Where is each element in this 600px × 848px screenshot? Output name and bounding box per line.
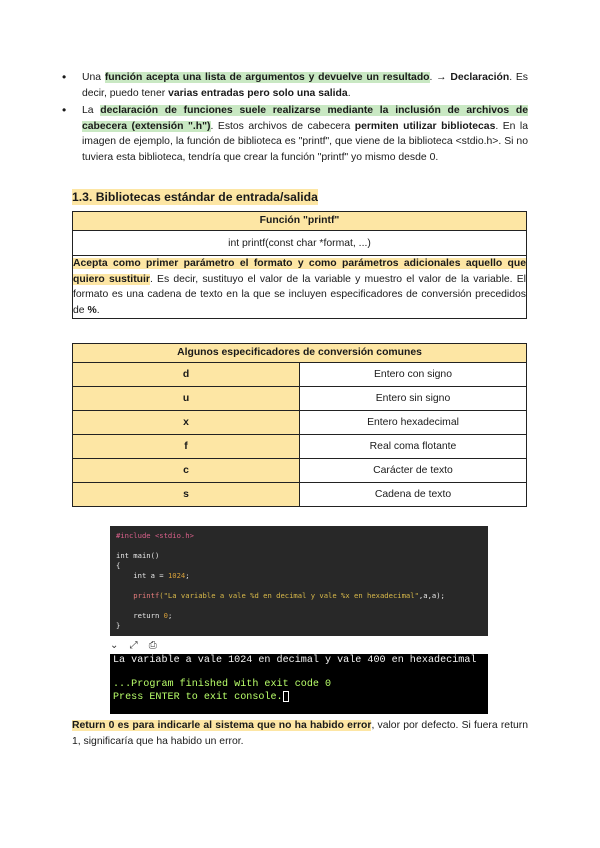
expand-icon[interactable]: ⤢ [129,640,138,651]
code-token: int a = [116,571,168,580]
section-title: 1.3. Bibliotecas estándar de entrada/salida [72,190,318,204]
console-line-press [113,691,485,703]
code-token: ; [167,611,173,620]
specifier-desc: Carácter de texto [300,459,527,483]
code-line-return [116,611,482,621]
table-row [73,363,527,387]
bullet-item [72,70,528,101]
percent-symbol: % [87,304,97,316]
console-output [110,654,488,714]
console-line-output: La variable a vale 1024 en decimal y vale 400 en hexadecimal [113,655,477,666]
bullet-list [72,70,528,168]
code-token: ("La variable a vale %d en decimal y vale %x en hexadecimal" [159,591,419,600]
specifier-code: s [73,483,300,507]
text: La [82,105,101,117]
print-icon[interactable]: ⎙ [148,640,157,651]
text: , valor por defecto. Si fuera return 1, significaría que ha habido un error. [72,720,528,747]
specifier-code: u [73,387,300,411]
table-row [73,483,527,507]
specifier-code: d [73,363,300,387]
code-line-main: int main() [116,551,160,560]
code-line-include: #include <stdio.h> [116,531,194,540]
specifier-table [72,343,527,507]
text: Una [82,72,105,83]
code-token: printf [116,591,160,600]
code-line-open: { [116,561,121,570]
specifier-code: x [73,411,300,435]
code-token: ; [185,571,190,580]
cursor [283,691,289,702]
specifier-table-title: Algunos especificadores de conversión comunes [73,344,526,362]
printf-signature: int printf(const char *format, ...) [73,231,527,256]
text: . Es decir, puedo tener [82,72,528,99]
highlight: declaración de funciones suele realizarse mediante la inclusión de archivos de cabecera (extensión ".h") [82,105,528,132]
table-row [73,435,527,459]
text: . En la imagen de ejemplo, la función de biblioteca es "printf", que viene de la biblioteca <stdio.h>. Si no tuviera esta biblioteca, tendría que crear la función "printf" yo mismo desde 0. [82,120,528,163]
console-toolbar [110,640,488,654]
specifier-desc: Real coma flotante [300,435,527,459]
table-row [73,411,527,435]
chevron-down-icon[interactable]: ⌄ [110,640,119,651]
printf-box [72,211,527,319]
code-line-close: } [116,621,121,630]
bold-term: varias entradas pero solo una salida [168,87,348,99]
code-token: ,a,a); [418,591,445,600]
specifier-desc: Entero con signo [300,363,527,387]
text: . Estos archivos de cabecera [210,120,355,132]
highlight: función acepta una lista de argumentos y devuelve un resultado [104,72,430,83]
specifier-desc: Entero hexadecimal [300,411,527,435]
specifier-code: f [73,435,300,459]
text: . → [429,72,451,83]
console-line-finished: ...Program finished with exit code 0 [113,679,332,690]
printf-box-header [73,212,527,231]
text: . Es decir, sustituyo el valor de la variable y muestro el valor de la variable. El formato es una cadena de texto en la que se incluyen especificadores de conversión precedidos de [73,273,526,316]
code-line-decl [116,571,482,581]
code-line-printf [116,591,482,601]
table-row [73,387,527,411]
code-token: return [116,611,164,620]
bold-term: permiten utilizar bibliotecas [354,120,496,132]
console-text: Press ENTER to exit console. [113,692,283,704]
specifier-desc: Entero sin signo [300,387,527,411]
specifier-code: c [73,459,300,483]
text: . [96,304,100,316]
highlight: Return 0 es para indicarle al sistema que no ha habido error [72,720,372,731]
code-token: 1024 [167,571,186,580]
highlight: Acepta como primer parámetro el formato y como parámetros adicionales aquello que quiero sustituir [73,258,526,285]
text: . [347,87,351,99]
bold-term: Declaración [450,72,510,83]
printf-box-title: Función "printf" [73,212,526,230]
specifier-table-header [73,344,527,363]
bullet-item [72,103,528,165]
code-token: 0 [163,611,168,620]
specifier-desc: Cadena de texto [300,483,527,507]
printf-description [73,256,527,319]
closing-paragraph [72,718,528,750]
table-row [73,459,527,483]
code-editor [110,526,488,636]
